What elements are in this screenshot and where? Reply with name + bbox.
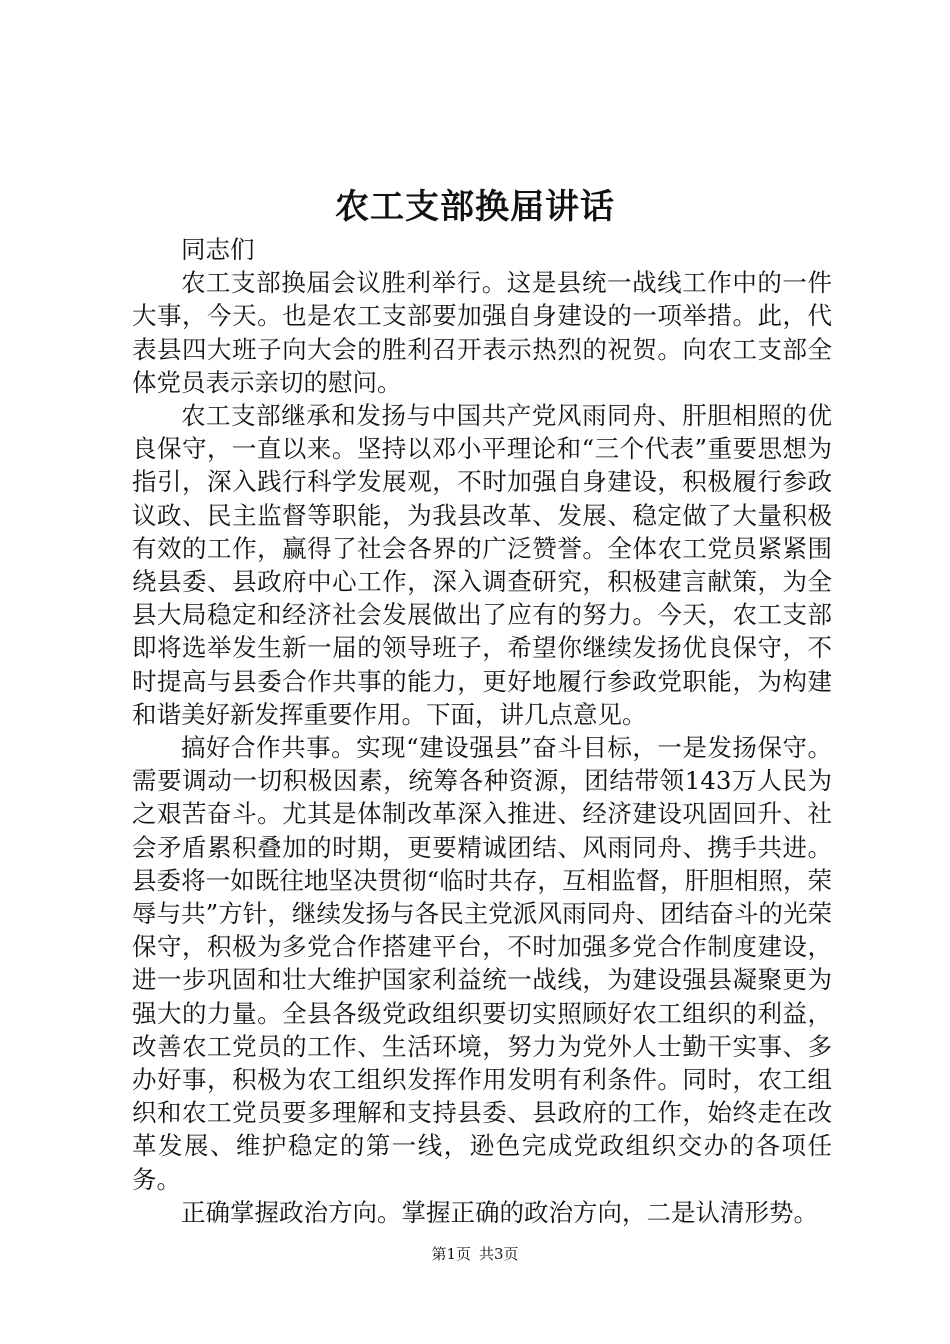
document-body xyxy=(132,233,832,1229)
paragraph-achievements: 农工支部继承和发扬与中国共产党风雨同舟、肝胆相照的优良保守，一直以来。坚持以邓小平理论和“三个代表”重要思想为指引，深入践行科学发展观，不时加强自身建设，积极履行参政议政、民主监督等职能，为我县改革、发展、稳定做了大量积极有效的工作，赢得了社会各界的广泛赞誉。全体农工党员紧紧围绕县委、县政府中心工作，深入调查研究，积极建言献策，为全县大局稳定和经济社会发展做出了应有的努力。今天，农工支部即将选举发生新一届的领导班子，希望你继续发扬优良保守，不时提高与县委合作共事的能力，更好地履行参政党职能，为构建和谐美好新发挥重要作用。下面，讲几点意见。 xyxy=(132,401,832,729)
paragraph-opening: 农工支部换届会议胜利举行。这是县统一战线工作中的一件大事，今天。也是农工支部要加强自身建设的一项举措。此，代表县四大班子向大会的胜利召开表示热烈的祝贺。向农工支部全体党员表示亲切的慰问。 xyxy=(132,268,832,397)
page-footer xyxy=(0,1244,950,1264)
paragraph-cooperation: 搞好合作共事。实现“建设强县”奋斗目标，一是发扬保守。需要调动一切积极因素，统筹各种资源，团结带领143万人民为之艰苦奋斗。尤其是体制改革深入推进、经济建设巩固回升、社会矛盾累积叠加的时期，更要精诚团结、风雨同舟、携手共进。县委将一如既往地坚决贯彻“临时共存，互相监督，肝胆相照，荣辱与共”方针，继续发扬与各民主党派风雨同舟、团结奋斗的光荣保守，积极为多党合作搭建平台，不时加强多党合作制度建设，进一步巩固和壮大维护国家利益统一战线，为建设强县凝聚更为强大的力量。全县各级党政组织要切实照顾好农工组织的利益，改善农工党员的工作、生活环境，努力为党外人士勤干实事、多办好事，积极为农工组织发挥作用发明有利条件。同时，农工组织和农工党员要多理解和支持县委、县政府的工作，始终走在改革发展、维护稳定的第一线，逊色完成党政组织交办的各项任务。 xyxy=(132,733,832,1194)
salutation: 同志们 xyxy=(181,235,255,264)
page-total: 共3页 xyxy=(479,1245,519,1263)
document-title: 农工支部换届讲话 xyxy=(335,187,615,227)
page-number: 第1页 xyxy=(431,1245,471,1263)
paragraph-political-direction: 正确掌握政治方向。掌握正确的政治方向，二是认清形势。 xyxy=(181,1197,818,1227)
